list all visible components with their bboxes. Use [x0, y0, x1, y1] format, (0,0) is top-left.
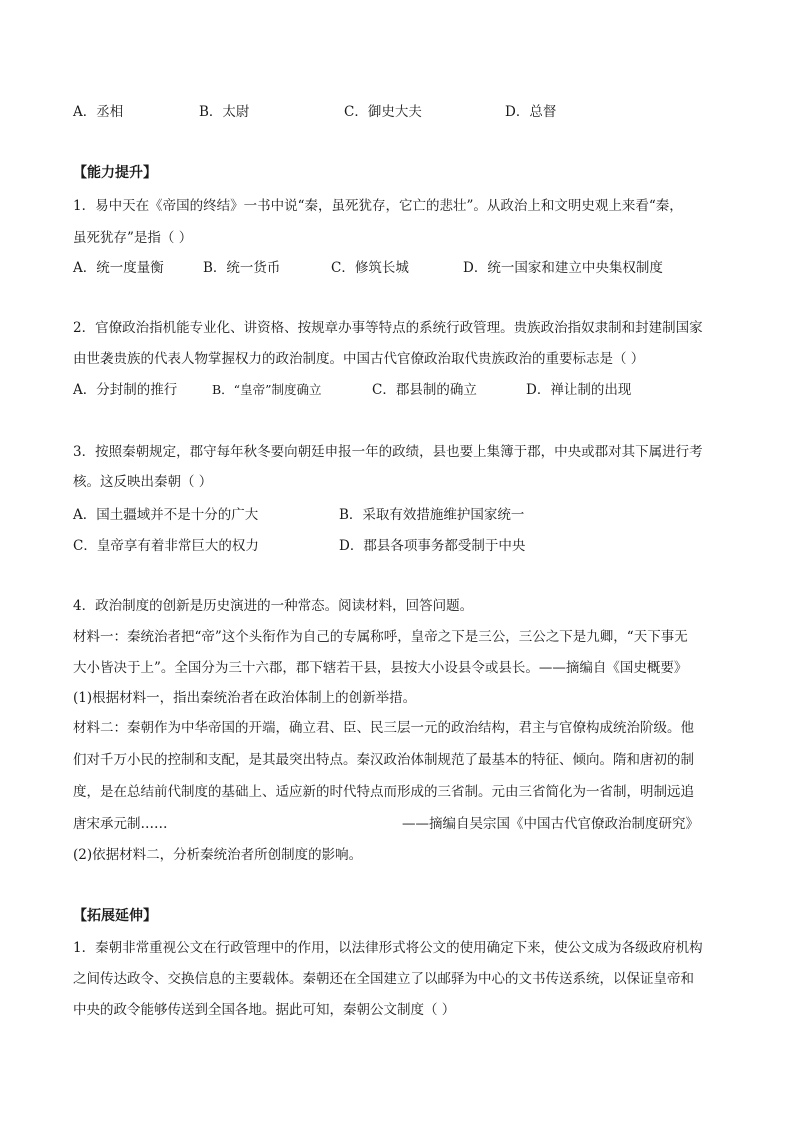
q1-option-b: B．统一货币 [203, 260, 281, 276]
material-2-line-4: 唐宋承元制…… [73, 816, 168, 832]
q3-option-b: B．采取有效措施维护国家统一 [339, 507, 525, 523]
q2-option-d: D．禅让制的出现 [526, 382, 632, 398]
sub-question-1: (1)根据材料一，指出秦统治者在政治体制上的创新举措。 [73, 690, 417, 706]
q1-option-c: C．修筑长城 [331, 260, 409, 276]
sub-question-2: (2)依据材料二，分析秦统治者所创制度的影响。 [73, 847, 363, 863]
option-c: C．御史大夫 [344, 104, 422, 120]
q2-option-c: C．郡县制的确立 [372, 382, 477, 398]
q3-option-c: C．皇帝享有着非常巨大的权力 [73, 538, 259, 554]
question-4-intro: 4．政治制度的创新是历史演进的一种常态。阅读材料，回答问题。 [73, 598, 474, 614]
question-1-line-2: 虽死犹存”是指（ ） [73, 230, 193, 246]
question-3-line-2: 核。这反映出秦朝（ ） [73, 474, 213, 490]
material-1-line-2: 大小皆决于上”。全国分为三十六郡，郡下辖若干县，县按大小设县令或县长。——摘编自《国史概要》 [73, 660, 688, 676]
q3-option-d: D．郡县各项事务都受制于中央 [339, 538, 526, 554]
question-3-line-1: 3．按照秦朝规定，郡守每年秋冬要向朝廷申报一年的政绩，县也要上集簿于郡，中央或郡对其下属进行考 [73, 444, 703, 460]
question-2-line-2: 由世袭贵族的代表人物掌握权力的政治制度。中国古代官僚政治取代贵族政治的重要标志是（ ） [73, 351, 645, 367]
q2-option-b: B．“皇帝”制度确立 [212, 382, 322, 397]
q1-option-d: D．统一国家和建立中央集权制度 [463, 260, 663, 276]
option-d: D．总督 [505, 104, 557, 120]
option-a: A．丞相 [73, 104, 124, 120]
option-b: B．太尉 [199, 104, 250, 120]
material-1-line-1: 材料一：秦统治者把“帝”这个头衔作为自己的专属称呼，皇帝之下是三公，三公之下是九卿，“天下事无 [73, 629, 688, 645]
material-2-line-2: 们对千万小民的控制和支配，是其最突出特点。秦汉政治体制规范了最基本的特征、倾向。隋和唐初的制 [73, 752, 694, 768]
q3-option-a: A．国土疆域并不是十分的广大 [73, 507, 259, 523]
extend-question-1-line-1: 1．秦朝非常重视公文在行政管理中的作用，以法律形式将公文的使用确定下来，使公文成为各级政府机构 [73, 940, 703, 956]
section-heading-ability: 【能力提升】 [73, 165, 157, 181]
material-2-source: ——摘编自吴宗国《中国古代官僚政治制度研究》 [402, 816, 699, 832]
question-1-line-1: 1．易中天在《帝国的终结》一书中说“秦，虽死犹存，它亡的悲壮”。从政治上和文明史观上来看“秦， [73, 198, 683, 214]
material-2-line-1: 材料二：秦朝作为中华帝国的开端，确立君、臣、民三层一元的政治结构，君主与官僚构成统治阶级。他 [73, 720, 694, 736]
q2-option-a: A．分封制的推行 [73, 382, 178, 398]
q1-option-a: A．统一度量衡 [73, 260, 164, 276]
section-heading-extend: 【拓展延伸】 [73, 908, 157, 924]
extend-question-1-line-2: 之间传达政令、交换信息的主要载体。秦朝还在全国建立了以邮驿为中心的文书传送系统，以保证皇帝和 [73, 971, 694, 987]
material-2-line-3: 度，是在总结前代制度的基础上、适应新的时代特点而形成的三省制。元由三省简化为一省制，明制远追 [73, 784, 694, 800]
question-2-line-1: 2．官僚政治指机能专业化、讲资格、按规章办事等特点的系统行政管理。贵族政治指奴隶制和封建制国家 [73, 320, 703, 336]
extend-question-1-line-3: 中央的政令能够传送到全国各地。据此可知，秦朝公文制度（ ） [73, 1002, 456, 1018]
